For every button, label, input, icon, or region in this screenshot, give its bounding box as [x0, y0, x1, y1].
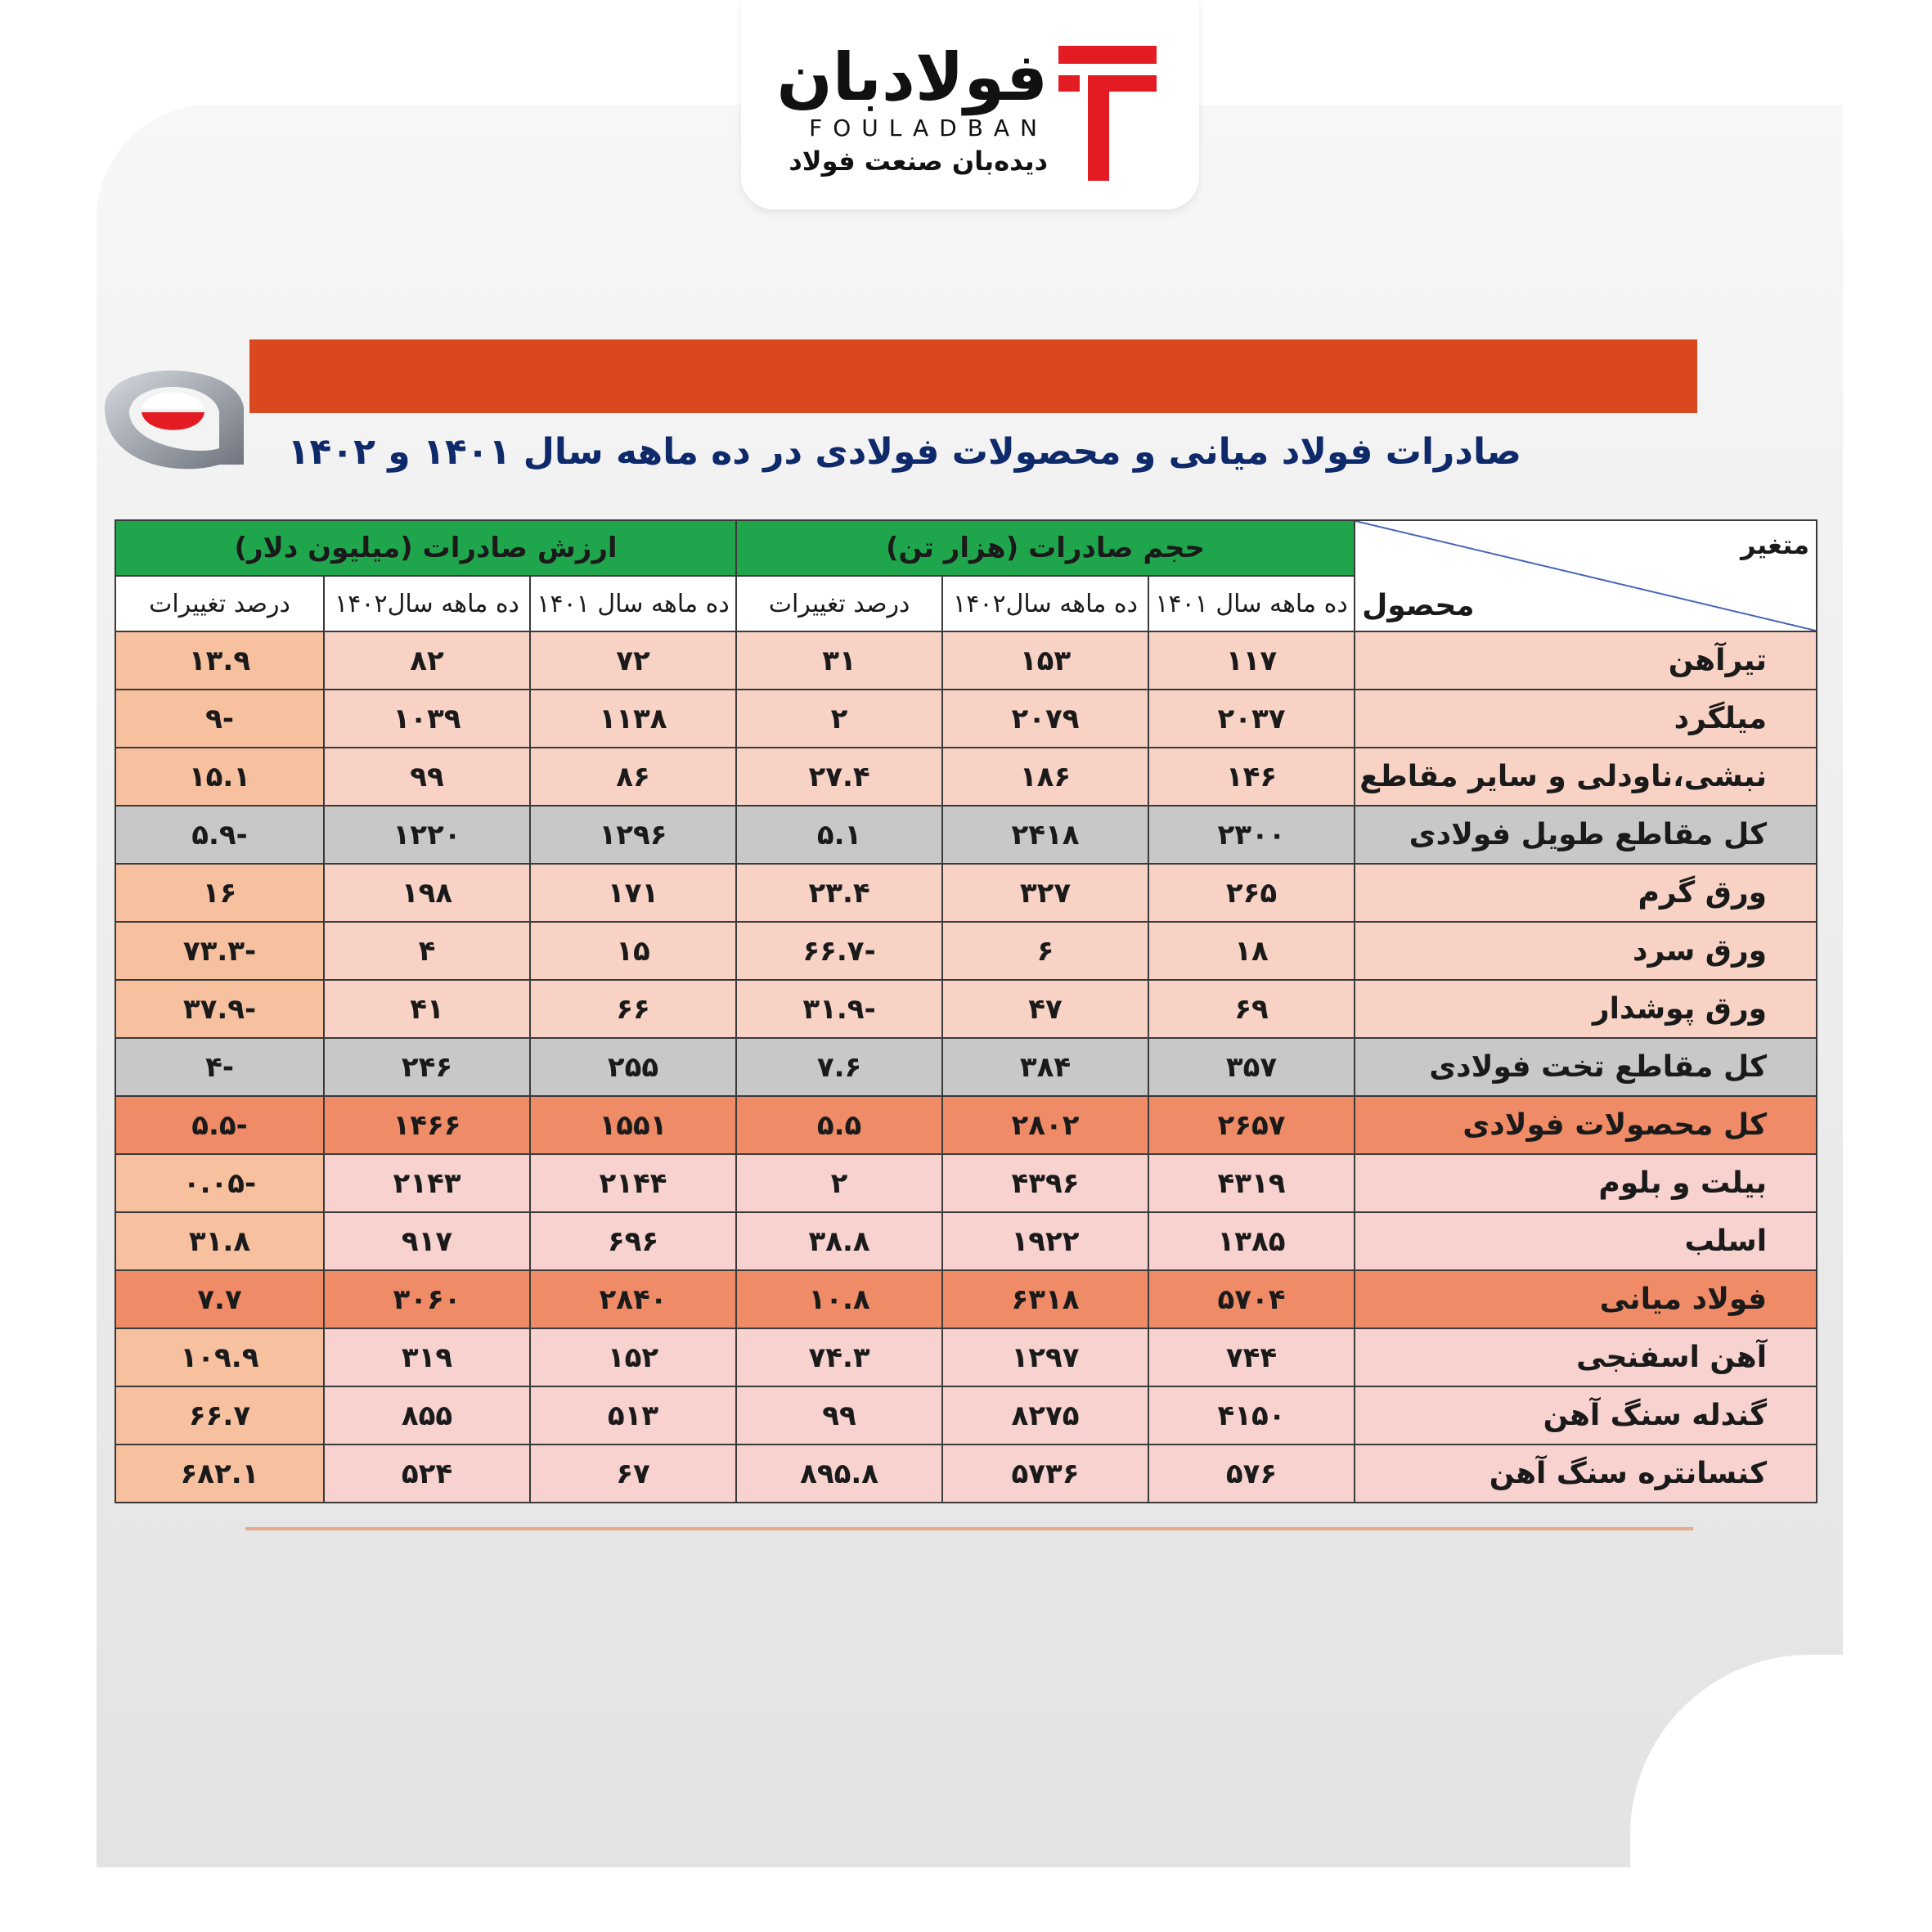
cell-volume-1401: ۵۷۰۴	[1148, 1270, 1355, 1328]
cell-volume-1401: ۳۵۷	[1148, 1038, 1355, 1096]
header-accent-bar	[249, 339, 1697, 413]
cell-value-change: -۹	[115, 690, 324, 748]
table-row-total	[115, 1270, 1817, 1328]
row-product: ورق پوشدار	[1355, 980, 1817, 1038]
cell-volume-change: ۳۸.۸	[736, 1212, 942, 1270]
cell-volume-1402: ۵۷۳۶	[942, 1445, 1148, 1503]
cell-volume-change: ۱۰.۸	[736, 1270, 942, 1328]
cell-value-change: ۱۰۹.۹	[115, 1328, 324, 1386]
cell-value-1402: ۱۹۸	[324, 864, 530, 922]
subheader-value-1401: ده ماهه سال ۱۴۰۱	[530, 576, 736, 631]
subheader-value-change: درصد تغییرات	[115, 576, 324, 631]
cell-volume-change: ۵.۱	[736, 806, 942, 864]
cell-value-1401: ۱۵۵۱	[530, 1096, 736, 1154]
header-group-row	[115, 520, 1817, 576]
cell-volume-1402: ۲۰۷۹	[942, 690, 1148, 748]
cell-value-change: ۶۶.۷	[115, 1386, 324, 1445]
cell-value-1402: ۴۱	[324, 980, 530, 1038]
table-row-subtotal	[115, 1038, 1817, 1096]
row-product: کل مقاطع طویل فولادی	[1355, 806, 1817, 864]
cell-volume-1401: ۶۹	[1148, 980, 1355, 1038]
row-product: بیلت و بلوم	[1355, 1154, 1817, 1212]
cell-volume-change: -۶۶.۷	[736, 922, 942, 980]
cell-value-1402: ۹۱۷	[324, 1212, 530, 1270]
subheader-volume-1401: ده ماهه سال ۱۴۰۱	[1148, 576, 1355, 631]
cell-volume-change: ۹۹	[736, 1386, 942, 1445]
corner-product-label: محصول	[1362, 589, 1475, 622]
table-row	[115, 748, 1817, 806]
row-product: کنسانتره سنگ آهن	[1355, 1445, 1817, 1503]
table-row	[115, 1386, 1817, 1445]
table-row-subtotal	[115, 806, 1817, 864]
logo-box	[741, 0, 1199, 209]
cell-volume-1401: ۱۱۷	[1148, 631, 1355, 690]
cell-volume-change: ۳۱	[736, 631, 942, 690]
cell-volume-1401: ۱۸	[1148, 922, 1355, 980]
table-row	[115, 1328, 1817, 1386]
cell-value-1402: ۲۴۶	[324, 1038, 530, 1096]
cell-volume-1402: ۶۳۱۸	[942, 1270, 1148, 1328]
cell-volume-1402: ۱۹۲۲	[942, 1212, 1148, 1270]
cell-volume-1402: ۴۳۹۶	[942, 1154, 1148, 1212]
row-product: ورق سرد	[1355, 922, 1817, 980]
cell-value-change: -۴	[115, 1038, 324, 1096]
cell-value-change: -۷۳.۳	[115, 922, 324, 980]
cell-value-change: ۱۶	[115, 864, 324, 922]
cell-value-1402: ۹۹	[324, 748, 530, 806]
cell-value-1401: ۲۱۴۴	[530, 1154, 736, 1212]
cell-value-1401: ۱۵۲	[530, 1328, 736, 1386]
table-row	[115, 690, 1817, 748]
cell-value-1402: ۱۲۲۰	[324, 806, 530, 864]
cell-value-1401: ۱۵	[530, 922, 736, 980]
cell-volume-1401: ۷۴۴	[1148, 1328, 1355, 1386]
row-product: کل مقاطع تخت فولادی	[1355, 1038, 1817, 1096]
cell-volume-change: ۲	[736, 1154, 942, 1212]
subheader-value-1402: ده ماهه سال۱۴۰۲	[324, 576, 530, 631]
cell-value-1402: ۲۱۴۳	[324, 1154, 530, 1212]
table-row-total	[115, 1096, 1817, 1154]
cell-value-change: ۶۸۲.۱	[115, 1445, 324, 1503]
subheader-volume-change: درصد تغییرات	[736, 576, 942, 631]
table-row	[115, 1445, 1817, 1503]
row-product: اسلب	[1355, 1212, 1817, 1270]
cell-value-change: ۳۱.۸	[115, 1212, 324, 1270]
cell-volume-1401: ۲۳۰۰	[1148, 806, 1355, 864]
cell-volume-1401: ۴۳۱۹	[1148, 1154, 1355, 1212]
row-product: آهن اسفنجی	[1355, 1328, 1817, 1386]
row-product: کل محصولات فولادی	[1355, 1096, 1817, 1154]
cell-volume-change: ۵.۵	[736, 1096, 942, 1154]
cell-value-change: -۳۷.۹	[115, 980, 324, 1038]
footer-divider	[245, 1527, 1693, 1530]
logo-name-fa: فولادبان	[776, 39, 1048, 115]
cell-value-1402: ۳۱۹	[324, 1328, 530, 1386]
cell-value-change: -۵.۵	[115, 1096, 324, 1154]
cell-value-1402: ۵۲۴	[324, 1445, 530, 1503]
cell-value-change: ۱۳.۹	[115, 631, 324, 690]
cell-volume-change: ۲۳.۴	[736, 864, 942, 922]
cell-value-change: -۵.۹	[115, 806, 324, 864]
logo-tagline: دیده‌بان صنعت فولاد	[789, 146, 1048, 177]
cell-volume-1402: ۶	[942, 922, 1148, 980]
cell-value-change: -۰.۰۵	[115, 1154, 324, 1212]
cell-value-1402: ۸۵۵	[324, 1386, 530, 1445]
cell-volume-1402: ۳۸۴	[942, 1038, 1148, 1096]
cell-volume-change: -۳۱.۹	[736, 980, 942, 1038]
table-row	[115, 631, 1817, 690]
card-corner-cutout	[1630, 1655, 1843, 1867]
corner-header-cell	[1355, 520, 1817, 631]
cell-value-1401: ۲۵۵	[530, 1038, 736, 1096]
row-product: گندله سنگ آهن	[1355, 1386, 1817, 1445]
exports-table	[115, 519, 1817, 1503]
row-product: فولاد میانی	[1355, 1270, 1817, 1328]
cell-value-1402: ۱۰۳۹	[324, 690, 530, 748]
cell-value-1402: ۱۴۶۶	[324, 1096, 530, 1154]
cell-volume-1401: ۲۰۳۷	[1148, 690, 1355, 748]
table-row	[115, 980, 1817, 1038]
cell-volume-1402: ۲۴۱۸	[942, 806, 1148, 864]
table-row	[115, 922, 1817, 980]
row-product: ورق گرم	[1355, 864, 1817, 922]
cell-value-change: ۱۵.۱	[115, 748, 324, 806]
table-row	[115, 1212, 1817, 1270]
cell-value-1401: ۶۹۶	[530, 1212, 736, 1270]
cell-volume-change: ۷.۶	[736, 1038, 942, 1096]
cell-volume-1401: ۲۶۵	[1148, 864, 1355, 922]
cell-volume-change: ۷۴.۳	[736, 1328, 942, 1386]
cell-volume-1402: ۸۲۷۵	[942, 1386, 1148, 1445]
cell-value-change: ۷.۷	[115, 1270, 324, 1328]
logo-name-en: FOULADBAN	[809, 115, 1048, 142]
row-product: میلگرد	[1355, 690, 1817, 748]
cell-volume-1402: ۱۲۹۷	[942, 1328, 1148, 1386]
cell-value-1401: ۱۷۱	[530, 864, 736, 922]
cell-volume-1401: ۴۱۵۰	[1148, 1386, 1355, 1445]
table-row	[115, 1154, 1817, 1212]
fouladban-logo-icon	[1058, 46, 1157, 181]
row-product: تیرآهن	[1355, 631, 1817, 690]
cell-volume-change: ۸۹۵.۸	[736, 1445, 942, 1503]
cell-value-1401: ۶۷	[530, 1445, 736, 1503]
cell-volume-1401: ۱۳۸۵	[1148, 1212, 1355, 1270]
corner-variable-label: متغیر	[1741, 529, 1810, 560]
cell-volume-1402: ۲۸۰۲	[942, 1096, 1148, 1154]
cell-value-1401: ۵۱۳	[530, 1386, 736, 1445]
row-product: نبشی،ناودلی و سایر مقاطع	[1355, 748, 1817, 806]
group-header-value: ارزش صادرات (میلیون دلار)	[115, 520, 736, 576]
group-header-volume: حجم صادرات (هزار تن)	[736, 520, 1355, 576]
cell-volume-1402: ۱۵۳	[942, 631, 1148, 690]
cell-volume-1401: ۲۶۵۷	[1148, 1096, 1355, 1154]
cell-value-1401: ۱۲۹۶	[530, 806, 736, 864]
cell-value-1402: ۴	[324, 922, 530, 980]
cell-value-1402: ۸۲	[324, 631, 530, 690]
page-title: صادرات فولاد میانی و محصولات فولادی در ده ماهه سال ۱۴۰۱ و ۱۴۰۲	[287, 431, 1521, 473]
cell-volume-change: ۲۷.۴	[736, 748, 942, 806]
cell-volume-1401: ۵۷۶	[1148, 1445, 1355, 1503]
cell-value-1402: ۳۰۶۰	[324, 1270, 530, 1328]
cell-value-1401: ۷۲	[530, 631, 736, 690]
cell-volume-1401: ۱۴۶	[1148, 748, 1355, 806]
cell-value-1401: ۲۸۴۰	[530, 1270, 736, 1328]
table-row	[115, 864, 1817, 922]
cell-volume-1402: ۱۸۶	[942, 748, 1148, 806]
cell-volume-1402: ۳۲۷	[942, 864, 1148, 922]
cell-volume-1402: ۴۷	[942, 980, 1148, 1038]
cell-value-1401: ۸۶	[530, 748, 736, 806]
cell-value-1401: ۶۶	[530, 980, 736, 1038]
cell-volume-change: ۲	[736, 690, 942, 748]
cell-value-1401: ۱۱۳۸	[530, 690, 736, 748]
subheader-volume-1402: ده ماهه سال۱۴۰۲	[942, 576, 1148, 631]
company-emblem-icon	[97, 342, 252, 473]
